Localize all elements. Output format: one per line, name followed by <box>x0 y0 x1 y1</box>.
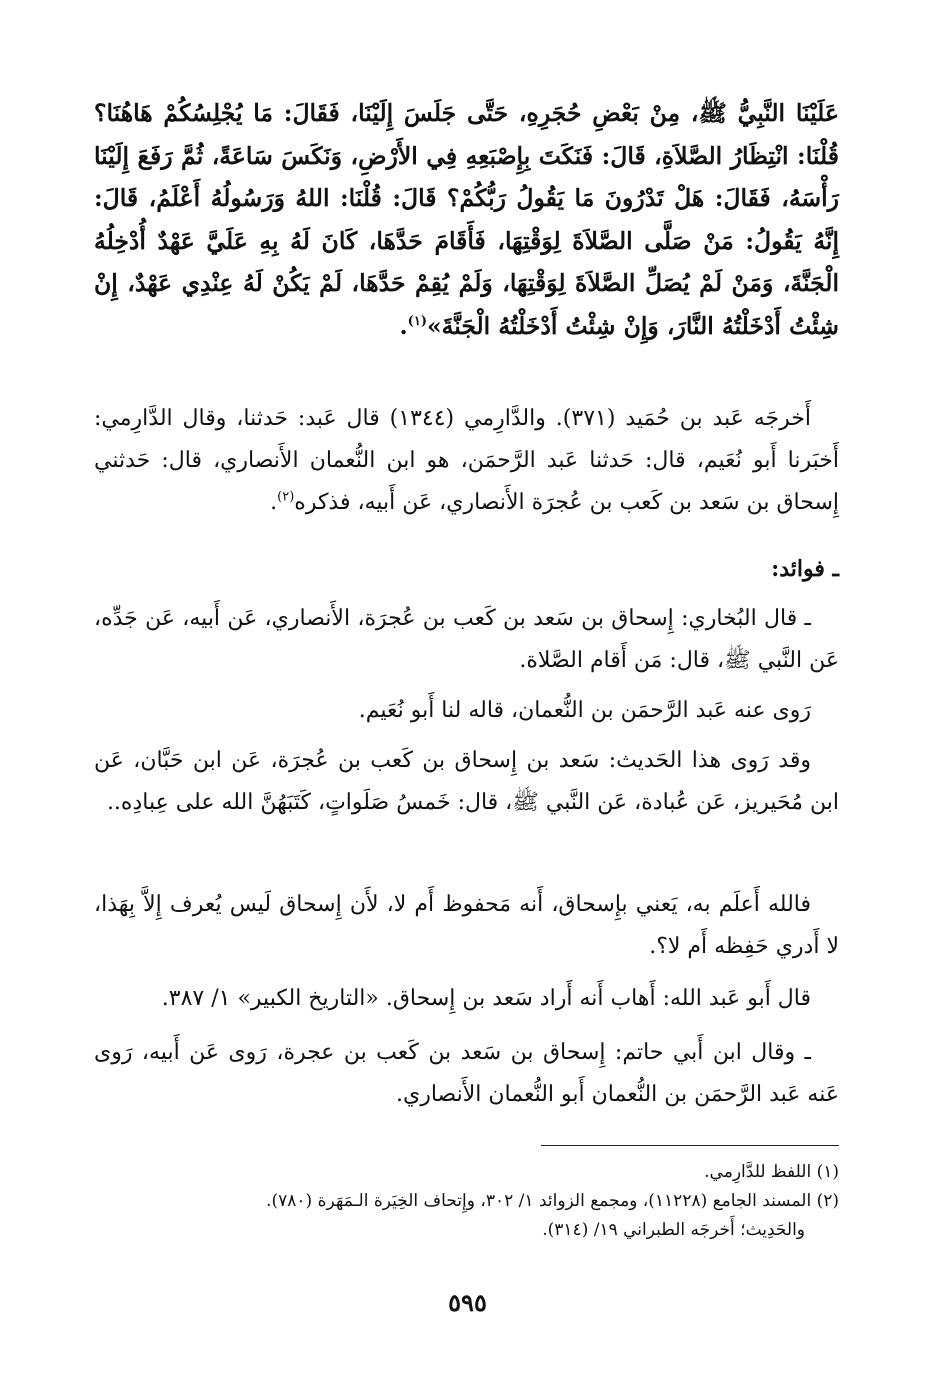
abu-abdullah-paragraph <box>94 978 839 1020</box>
fawaid-heading: ـ فوائد: <box>771 556 839 582</box>
footnote-2: (٢) المسند الجامع (١١٢٢٨)، ومجمع الزوائد ١/ ٣٠٢، وإِتحاف الخِيَرة الـمَهَرة (٧٨٠). <box>266 1191 839 1211</box>
takhrij-text: أَخرجَه عَبد بن حُمَيد (٣٧١). والدَّارِمي (١٣٤٤) قال عَبد: حَدثنا، وقال الدَّارِمي: أَخبَرنا أَبو نُعَيم، قال: حَدثنا عَبد الرَّحمَن، هو ابن النُّعمان الأَنصاري، قال: حَدثني إِسحاق بن سَعد بن كَعب بن عُجرَة الأَنصاري، عَن أَبيه، فذكره <box>94 406 839 515</box>
footnotes-section <box>94 1158 839 1245</box>
bukhari-text: ـ قال البُخاري: إِسحاق بن سَعد بن كَعب بن عُجرَة، الأَنصاري، عَن أَبيه، عَن جَدِّه، عَن النَّبي ﷺ، قال: مَن أَقام الصَّلاة. <box>94 606 839 673</box>
footnote-1: (١) اللفظ للدَّارِمي. <box>704 1162 839 1182</box>
rawa-paragraph <box>94 690 839 732</box>
ibn-abi-hatim-paragraph <box>94 1032 839 1116</box>
footnote-ref-2[interactable]: (٢) <box>277 489 295 505</box>
ibn-abi-hatim-text: ـ وقال ابن أَبي حاتم: إِسحاق بن سَعد بن كَعب بن عجرة، رَوى عَن أَبيه، رَوى عَنه عَبد الرَّحمَن بن النُّعمان أَبو النُّعمان الأَنصاري. <box>94 1040 839 1107</box>
takhrij-end: . <box>270 490 278 515</box>
abu-abdullah-text: قال أَبو عَبد الله: أَهاب أَنه أَراد سَعد بن إِسحاق. «التاريخ الكبير» ١/ ٣٨٧. <box>161 986 811 1011</box>
allah-alam-text: فالله أَعلَم به، يَعني بإِسحاق، أَنه مَحفوظ أَم لا، لأَن إِسحاق لَيس يُعرف إِلاَّ بِهَذا، لا أَدري حَفِظه أَم لا؟. <box>94 892 839 959</box>
takhrij-paragraph <box>94 398 839 524</box>
footnote-ref-1[interactable]: (١) <box>407 313 427 329</box>
hadith-text: عَلَيْنَا النَّبِيُّ ﷺ، مِنْ بَعْضِ حُجَرِهِ، حَتَّى جَلَسَ إِلَيْنَا، فَقَالَ: مَا يُجْلِسُكُمْ هَاهُنَا؟ قُلْنَا: انْتِظَارُ الصَّلاَةِ، قَالَ: فَنَكَتَ بِإِصْبَعِهِ فِي الأَرْضِ، وَنَكَسَ سَاعَةً، ثُمَّ رَفَعَ إِلَيْنَا رَأْسَهُ، فَقَالَ: هَلْ تَدْرُونَ مَا يَقُولُ رَبُّكُمْ؟ قَالَ: قُلْنَا: اللهُ وَرَسُولُهُ أَعْلَمُ، قَالَ: إِنَّهُ يَقُولُ: مَنْ صَلَّى الصَّلاَةَ لِوَقْتِهَا، فَأَقَامَ حَدَّهَا، كَانَ لَهُ بِهِ عَلَيَّ عَهْدٌ أُدْخِلُهُ الْجَنَّةَ، وَمَنْ لَمْ يُصَلِّ الصَّلاَةَ لِوَقْتِهَا، وَلَمْ يُقِمْ حَدَّهَا، لَمْ يَكُنْ لَهُ عِنْدِي عَهْدٌ، إِنْ شِئْتُ أَدْخَلْتُهُ النَّارَ، وَإِنْ شِئْتُ أَدْخَلْتُهُ الْجَنَّةَ» <box>94 99 839 340</box>
waqad-paragraph <box>94 740 839 824</box>
bukhari-paragraph <box>94 598 839 682</box>
hadith-end: . <box>399 311 408 340</box>
page-number: ٥٩٥ <box>448 1288 487 1317</box>
footnote-2-continuation: والحَدِيث؛ أَخرجَه الطبراني ١٩/ (٣١٤). <box>542 1220 805 1240</box>
waqad-text: وقد رَوى هذا الحَديث: سَعد بن إِسحاق بن كَعب بن عُجرَة، عَن ابن حَبَّان، عَن ابن مُحَيريز، عَن عُبادة، عَن النَّبي ﷺ، قال: خَمسُ صَلَواتٍ، كَتَبَهُنَّ الله على عِبادِه.. <box>94 748 839 815</box>
footnote-divider <box>541 1145 839 1146</box>
allah-alam-paragraph <box>94 884 839 968</box>
rawa-text: رَوى عنه عَبد الرَّحمَن بن النُّعمان، قاله لنا أَبو نُعَيم. <box>358 698 811 723</box>
hadith-paragraph <box>94 92 839 347</box>
